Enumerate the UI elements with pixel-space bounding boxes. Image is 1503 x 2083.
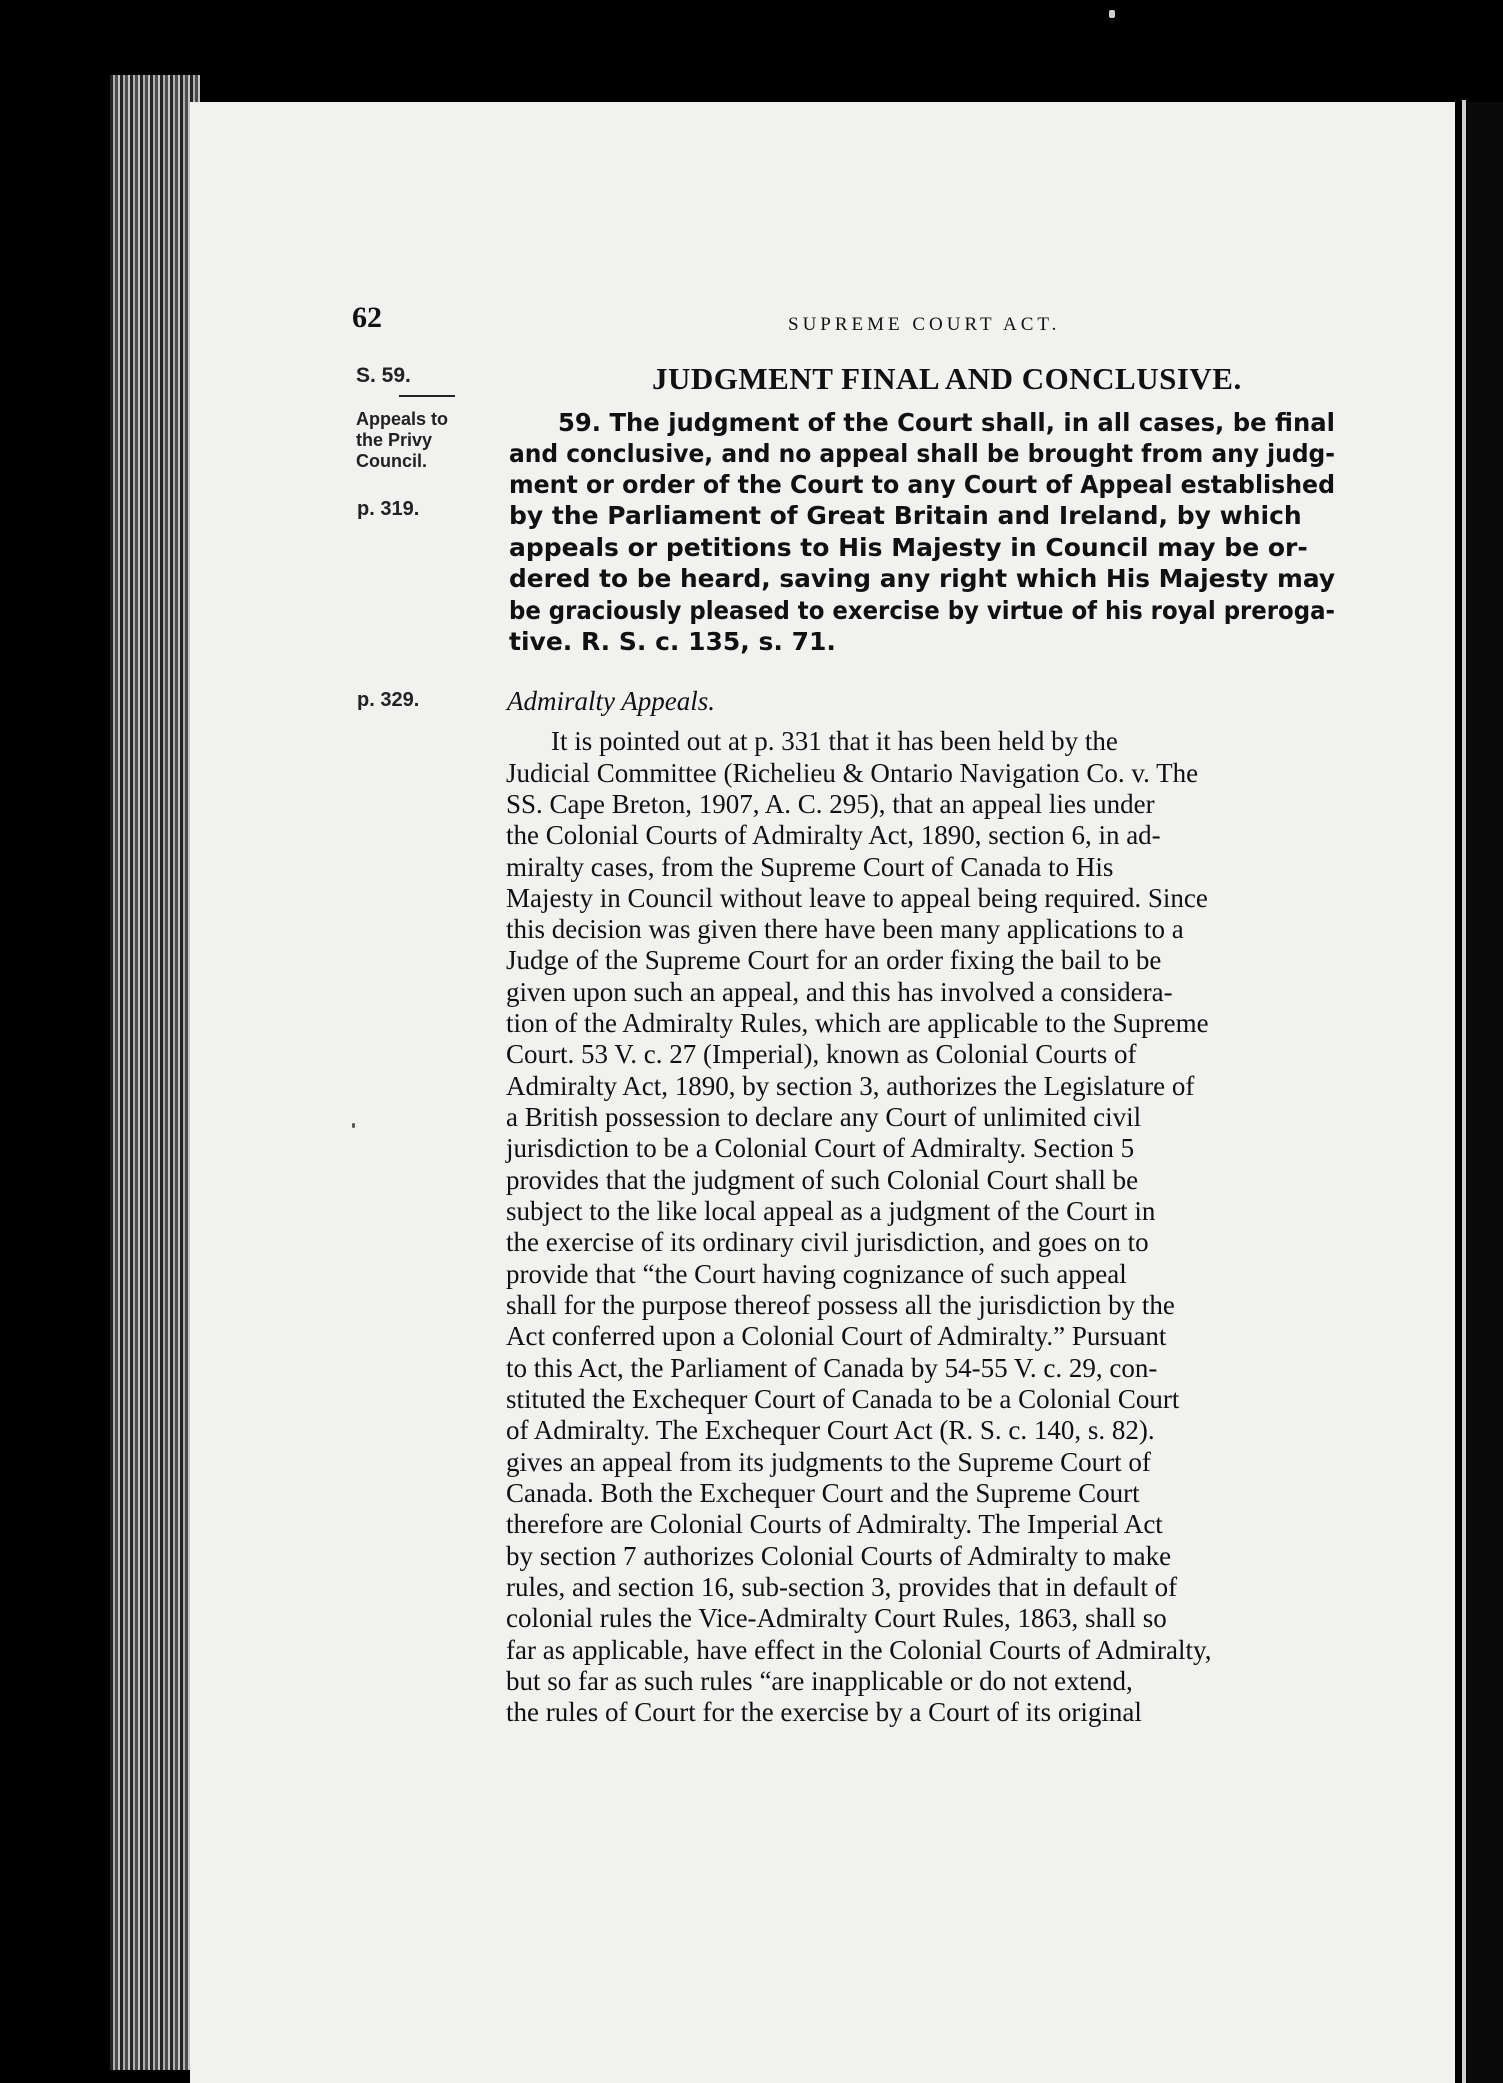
commentary-line: miralty cases, from the Supreme Court of Canada to His <box>506 852 1114 882</box>
commentary-line: but so far as such rules “are inapplicable or do not extend, <box>506 1666 1133 1696</box>
facing-page-edge <box>1462 102 1503 2083</box>
commentary-line: jurisdiction to be a Colonial Court of Admiralty. Section 5 <box>506 1133 1135 1163</box>
commentary-line: to this Act, the Parliament of Canada by 54-55 V. c. 29, con- <box>506 1353 1158 1383</box>
commentary-line: Admiralty Act, 1890, by section 3, authorizes the Legislature of <box>506 1071 1195 1101</box>
commentary-line: the exercise of its ordinary civil jurisdiction, and goes on to <box>506 1227 1149 1257</box>
scan-speck <box>1109 10 1115 18</box>
commentary-line: gives an appeal from its judgments to the Supreme Court of <box>506 1447 1151 1477</box>
commentary-line: provide that “the Court having cognizance of such appeal <box>506 1259 1127 1289</box>
commentary-heading: Admiralty Appeals. <box>507 686 715 716</box>
section-heading: JUDGMENT FINAL AND CONCLUSIVE. <box>652 361 1242 396</box>
commentary-line: tion of the Admiralty Rules, which are applicable to the Supreme <box>506 1008 1209 1038</box>
commentary-line: SS. Cape Breton, 1907, A. C. 295), that an appeal lies under <box>506 789 1155 819</box>
section-text-line: by the Parliament of Great Britain and Ireland, by which <box>509 501 1302 530</box>
commentary-line: by section 7 authorizes Colonial Courts of Admiralty to make <box>506 1541 1172 1571</box>
margin-note-line: Appeals to <box>356 409 449 429</box>
margin-page-ref: p. 319. <box>357 498 420 520</box>
commentary-line: this decision was given there have been many applications to a <box>506 914 1184 944</box>
commentary-line: given upon such an appeal, and this has involved a considera- <box>506 977 1173 1007</box>
commentary-line: Majesty in Council without leave to appeal being required. Since <box>506 883 1208 913</box>
section-text-line: and conclusive, and no appeal shall be brought from any judg- <box>509 439 1335 468</box>
commentary-line: rules, and section 16, sub-section 3, provides that in default of <box>506 1572 1178 1602</box>
commentary-line: It is pointed out at p. 331 that it has been held by the <box>551 726 1118 756</box>
section-text-line: ment or order of the Court to any Court of Appeal established <box>509 470 1336 499</box>
commentary-line: the Colonial Courts of Admiralty Act, 1890, section 6, in ad- <box>506 820 1161 850</box>
book-spine <box>110 75 200 2070</box>
commentary-line: of Admiralty. The Exchequer Court Act (R. S. c. 140, s. 82). <box>506 1415 1155 1445</box>
commentary-line: Act conferred upon a Colonial Court of Admiralty.” Pursuant <box>506 1321 1167 1351</box>
margin-note-line: Council. <box>356 451 427 471</box>
commentary-line: stituted the Exchequer Court of Canada to be a Colonial Court <box>506 1384 1180 1414</box>
commentary-line: the rules of Court for the exercise by a Court of its original <box>506 1697 1142 1727</box>
scan-speck <box>352 1123 355 1128</box>
section-text-line: tive. R. S. c. 135, s. 71. <box>509 627 836 656</box>
margin-page-ref: p. 329. <box>357 689 420 711</box>
commentary-line: subject to the like local appeal as a judgment of the Court in <box>506 1196 1156 1226</box>
margin-rule <box>399 395 455 397</box>
commentary-line: far as applicable, have effect in the Colonial Courts of Admiralty, <box>506 1635 1212 1665</box>
commentary-line: colonial rules the Vice-Admiralty Court Rules, 1863, shall so <box>506 1603 1167 1633</box>
commentary-line: Judge of the Supreme Court for an order fixing the bail to be <box>506 945 1162 975</box>
section-text-line: 59. The judgment of the Court shall, in all cases, be final <box>558 408 1335 437</box>
margin-section-ref: S. 59. <box>356 364 411 387</box>
section-text-line: appeals or petitions to His Majesty in Council may be or- <box>509 533 1308 562</box>
margin-note-line: the Privy <box>356 430 433 450</box>
commentary-line: provides that the judgment of such Colonial Court shall be <box>506 1165 1139 1195</box>
commentary-line: Canada. Both the Exchequer Court and the Supreme Court <box>506 1478 1140 1508</box>
page-edge-line <box>1462 100 1466 2083</box>
page-number: 62 <box>352 301 382 334</box>
commentary-line: therefore are Colonial Courts of Admiralty. The Imperial Act <box>506 1509 1163 1539</box>
commentary-line: a British possession to declare any Court of unlimited civil <box>506 1102 1142 1132</box>
commentary-line: Court. 53 V. c. 27 (Imperial), known as Colonial Courts of <box>506 1039 1137 1069</box>
commentary-line: shall for the purpose thereof possess all the jurisdiction by the <box>506 1290 1175 1320</box>
running-head: SUPREME COURT ACT. <box>788 314 1061 335</box>
commentary-line: Judicial Committee (Richelieu & Ontario Navigation Co. v. The <box>506 758 1199 788</box>
margin-note-appeals <box>356 409 448 472</box>
section-text-line: dered to be heard, saving any right which His Majesty may <box>509 564 1336 593</box>
section-text-line: be graciously pleased to exercise by virtue of his royal preroga- <box>509 596 1335 625</box>
